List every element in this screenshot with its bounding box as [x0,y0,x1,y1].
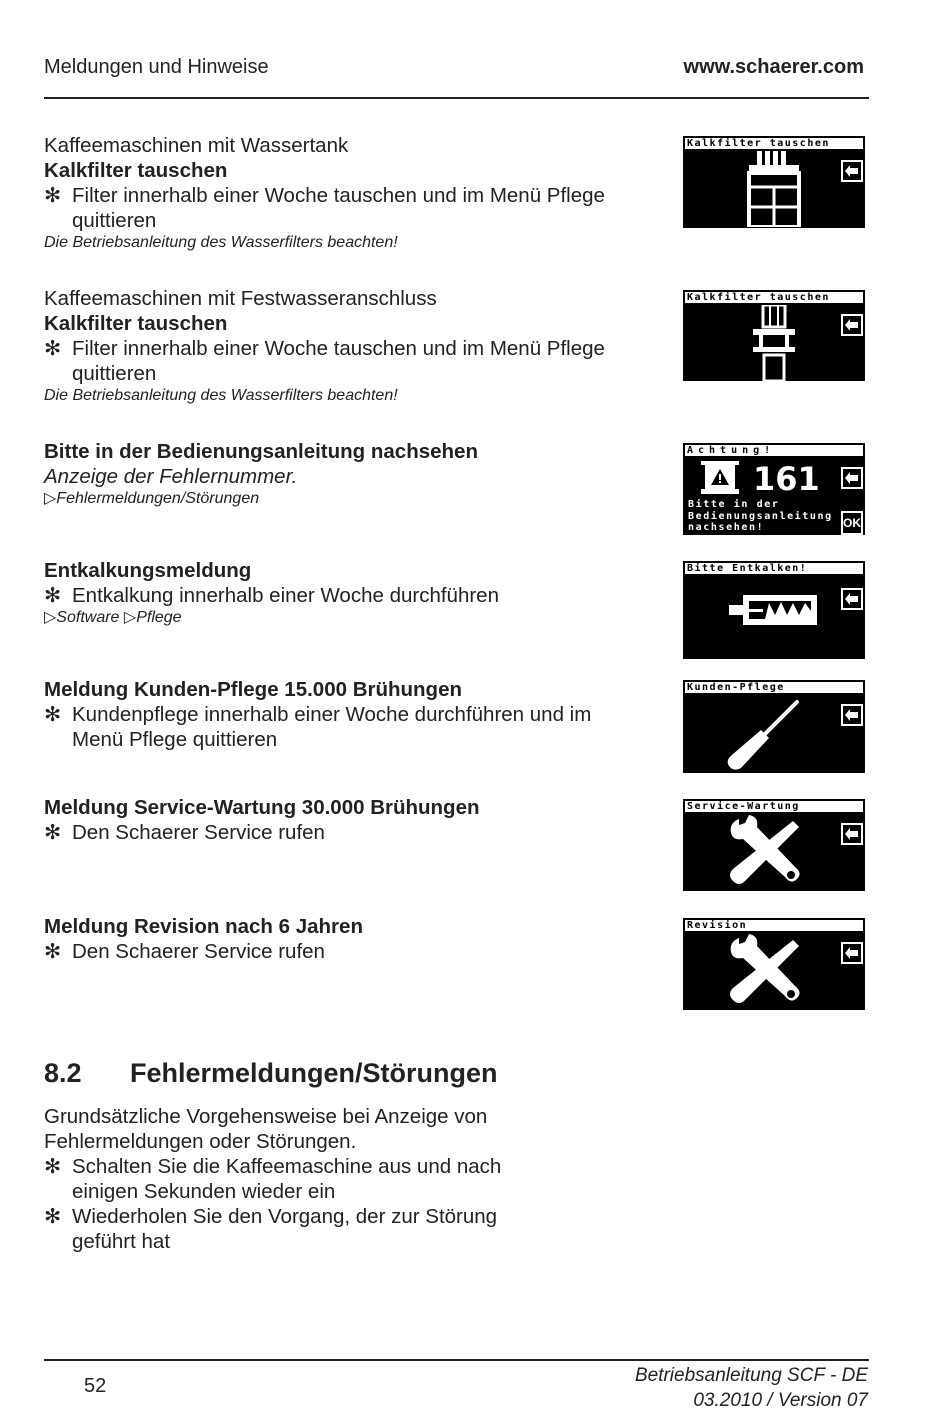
exit-arrow-icon [841,467,863,489]
ok-button-icon: OK [841,511,863,535]
asterisk-bullet-icon: ✻ [44,337,62,360]
bullet-text: Den Schaerer Service rufen [72,940,325,963]
asterisk-bullet-icon: ✻ [44,1205,62,1228]
message-block-entkalkung [44,558,644,628]
screen-title-bar: Achtung! [685,445,863,456]
exit-arrow-icon [841,314,863,336]
tools-icon [725,934,805,1008]
exit-arrow-icon [841,160,863,182]
block-title: Meldung Revision nach 6 Jahren [44,915,363,938]
page-number: 52 [84,1375,107,1397]
message-block-error-number [44,439,644,509]
display-screen-achtung [683,443,865,535]
screen-title-bar: Revision [685,920,863,931]
footer-rule [44,1359,869,1361]
screen-message-line: Bedienungsanleitung [688,510,833,522]
display-screen-kunden-pflege [683,680,865,773]
screen-title-bar: Bitte Entkalken! [685,563,863,574]
screen-title-bar: Kalkfilter tauschen [685,138,863,149]
message-block-kunden-pflege [44,677,644,752]
header-rule [44,97,869,99]
section-body [44,1104,564,1254]
section-heading [44,1058,498,1089]
asterisk-bullet-icon: ✻ [44,184,62,207]
exit-arrow-icon [841,704,863,726]
bullet-text: Schalten Sie die Kaffeemaschine aus und nach einigen Sekunden wieder ein [72,1155,502,1203]
exit-arrow-icon [841,823,863,845]
footer-doc-info [635,1363,868,1413]
bullet-text: Filter innerhalb einer Woche tauschen und im Menü Pflege quittieren [72,184,605,232]
block-title: Bitte in der Bedienungsanleitung nachsehen [44,440,478,463]
block-title: Kalkfilter tauschen [44,159,228,182]
screen-message-line: Bitte in der [688,499,780,510]
bullet-item [44,939,644,964]
footer-doc-title: Betriebsanleitung SCF - DE [634,1365,868,1386]
screen-title-bar: Kalkfilter tauschen [685,292,863,303]
bullet-item [44,336,644,386]
bullet-item [44,1154,564,1204]
block-title: Kalkfilter tauschen [44,312,228,335]
bullet-item [44,1204,564,1254]
asterisk-bullet-icon: ✻ [44,1155,62,1178]
message-block-revision [44,914,644,964]
screen-message-line: nachsehen! [688,522,765,533]
screen-title-bar: Service-Wartung [685,801,863,812]
display-screen-entkalken [683,561,865,659]
running-header-section: Meldungen und Hinweise [44,56,269,78]
error-code: 161 [753,460,820,498]
bullet-item [44,820,644,845]
screen-message [688,499,833,534]
section-title: Fehlermeldungen/Störungen [130,1058,498,1088]
block-title: Meldung Service-Wartung 30.000 Brühungen [44,796,480,819]
bullet-item [44,583,644,608]
screen-title-bar: Kunden-Pflege [685,682,863,693]
asterisk-bullet-icon: ✻ [44,821,62,844]
asterisk-bullet-icon: ✻ [44,703,62,726]
bullet-item [44,702,644,752]
bullet-text: Entkalkung innerhalb einer Woche durchführen [72,584,499,607]
display-screen-service-wartung [683,799,865,891]
block-subtitle: Anzeige der Fehlernummer. [44,465,298,488]
running-header-website: www.schaerer.com [683,56,864,78]
section-number: 8.2 [44,1058,82,1088]
bullet-text: Den Schaerer Service rufen [72,821,325,844]
message-block-kalkfilter-tank [44,133,644,253]
message-block-service-wartung [44,795,644,845]
block-title: Entkalkungsmeldung [44,559,252,582]
warning-machine-icon [699,461,741,495]
descaling-pipe-icon [729,589,821,631]
block-title: Meldung Kunden-Pflege 15.000 Brühungen [44,678,463,701]
bullet-item [44,183,644,233]
bullet-text: Filter innerhalb einer Woche tauschen und im Menü Pflege quittieren [72,337,605,385]
exit-arrow-icon [841,588,863,610]
block-note: Die Betriebsanleitung des Wasserfilters beachten! [44,387,398,404]
asterisk-bullet-icon: ✻ [44,584,62,607]
display-screen-kalkfilter-fixed [683,290,865,381]
asterisk-bullet-icon: ✻ [44,940,62,963]
block-intro: Kaffeemaschinen mit Wassertank [44,134,349,157]
section-intro: Grundsätzliche Vorgehensweise bei Anzeige von Fehlermeldungen oder Störungen. [44,1105,488,1153]
footer-version: 03.2010 / Version 07 [693,1390,868,1411]
block-note: Die Betriebsanleitung des Wasserfilters beachten! [44,234,398,251]
block-note-reference: ▷Software ▷Pflege [44,609,182,626]
water-filter-fixed-icon [751,305,797,381]
exit-arrow-icon [841,942,863,964]
message-block-kalkfilter-fixed [44,286,644,406]
block-note-reference: ▷Fehlermeldungen/Störungen [44,490,260,507]
tools-icon [725,815,805,889]
block-intro: Kaffeemaschinen mit Festwasseranschluss [44,287,437,310]
bullet-text: Wiederholen Sie den Vorgang, der zur Störung geführt hat [72,1205,498,1253]
display-screen-kalkfilter-tank [683,136,865,228]
water-filter-tank-icon [741,151,811,227]
display-screen-revision [683,918,865,1010]
brush-icon [723,698,803,772]
bullet-text: Kundenpflege innerhalb einer Woche durchführen und im Menü Pflege quittieren [72,703,592,751]
